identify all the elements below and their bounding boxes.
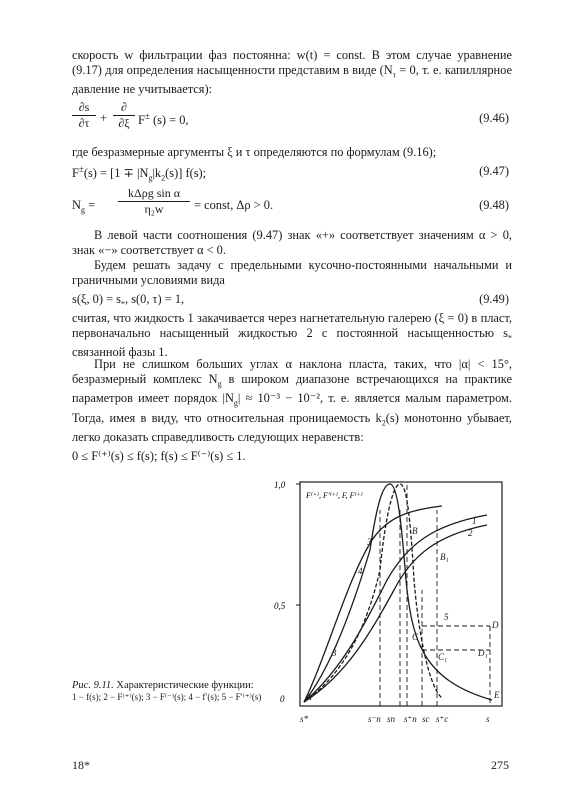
x-label: s⁺с bbox=[436, 714, 449, 724]
curve-label: 4 bbox=[358, 566, 363, 576]
y-legend: F⁽⁺⁾, F′⁽⁺⁾, F, F⁽⁺⁾ bbox=[306, 491, 363, 500]
curve-label: 3 bbox=[332, 648, 337, 658]
x-label: s⁻п bbox=[368, 714, 381, 724]
y-tick-label: 0,5 bbox=[274, 601, 286, 611]
equation-number: (9.48) bbox=[479, 198, 509, 212]
y-tick-label: 0 bbox=[280, 694, 285, 704]
curves bbox=[304, 484, 492, 702]
point-label: C₁ bbox=[438, 652, 448, 662]
curve-label: 5 bbox=[444, 612, 449, 622]
x-label: s* bbox=[300, 714, 309, 724]
curve-3 bbox=[304, 506, 442, 702]
x-label: sп bbox=[387, 714, 396, 724]
folio-left: 18* bbox=[72, 758, 90, 772]
paragraph-4: считая, что жидкость 1 закачивается через нагнетательную галерею (ξ = 0) в пласт, первоначально насыщенный жидкостью 2 с постоянной насыщенностью $s_*$ связанной фазы 1. bbox=[72, 311, 512, 360]
point-label: E bbox=[494, 690, 500, 700]
equation-number: (9.49) bbox=[479, 292, 509, 306]
paragraph-1: скорость w фильтрации фаз постоянна: w(t) = const. В этом случае уравнение (9.17) для определения насыщенности представим в виде ($N_\tau = 0$, т. е. капиллярное давление не учитывается): bbox=[72, 48, 512, 97]
point-label: C bbox=[412, 632, 419, 642]
point-label: B₁ bbox=[440, 552, 449, 562]
x-label: s⁺п bbox=[404, 714, 417, 724]
x-label: s bbox=[486, 714, 490, 724]
point-label: A bbox=[306, 692, 312, 702]
args-line: где безразмерные аргументы ξ и τ определяются по формулам (9.16); bbox=[72, 145, 437, 159]
equation-number: (9.47) bbox=[479, 164, 509, 178]
x-label: sс bbox=[422, 714, 430, 724]
figure-caption: Рис. 9.11. Характеристические функции: 1 − f(s); 2 − F⁽⁺⁾(s); 3 − F⁽⁻⁾(s); 4 − f′(s); 5 − F′⁽⁺⁾(s) bbox=[72, 680, 262, 702]
paragraph-3: Будем решать задачу с предельными кусочно-постоянными начальными и граничными условиями вида bbox=[72, 258, 512, 287]
y-tick-label: 1,0 bbox=[274, 480, 286, 490]
paragraph-2: В левой части соотношения (9.47) знак «+» соответствует значениям α > 0, знак «−» соответствует α < 0. bbox=[72, 228, 512, 257]
curve-label: 2 bbox=[468, 528, 473, 538]
page-number: 275 bbox=[491, 758, 509, 772]
document-page: скорость w фильтрации фаз постоянна: w(t) = const. В этом случае уравнение (9.17) для определения насыщенности представим в виде ($N_\tau = 0$, т. е. капиллярное давление не учитывается): $\frac{\partial s}{\partial\tau}$ + ∂ ∂ξ F± (s) = 0, (9.46) где безразмерные аргументы ξ и τ определяются по формулам (9.16); $F^\pm(s) = [1 \mp |N_g|k_2(s)]$ f(s); (9.47) $N_g$ = kΔρg sin α η₂w = const, Δρ > 0. (9.48) В левой части соотношения (9.47) знак «+» соответствует значениям α > 0, знак «−» соответствует α < 0. Будем решать задачу с предельными кусочно-постоянными начальными и граничными условиями вида s(ξ, $0) = s_*$, s(0, τ) = 1, (9.49) считая, что жидкость 1 закачивается через нагнетательную галерею (ξ = 0) в пласт, первоначально насыщенный жидкостью 2 с постоянной насыщенностью $s_*$ связанной фазы 1. При не слишком больших углах α наклона пласта, таких, что |α| < 15°, безразмерный комплекс $N_g$ в широком диапазоне встречающихся на практике параметров имеет порядок $|N_g| \approx 10^{-3} - 10^{-2}$, т. е. является малым параметром. Тогда, имея в виду, что относительная проницаемость $k_2(s)$ монотонно убывает, легко доказать справедливость следующих неравенств: 0 ≤ F⁽⁺⁾(s) ≤ f(s); f(s) ≤ F⁽⁻⁾(s) ≤ 1. 1,0 0,5 0 F⁽⁺⁾, F′⁽⁺⁾, F, F⁽⁺⁾ 1 2 3 4 5 3 A B B₁ C C₁ D D₁ E s* s⁻п sп s⁺п sс s⁺с s Рис. 9.11. Характеристические функции: 1 − f(s); 2 − F⁽⁺⁾(s); 3 − F⁽⁻⁾(s); 4 − f′(s); 5 − F′⁽⁺⁾(s) 18* 275 bbox=[72, 48, 512, 772]
point-label: D₁ bbox=[478, 648, 488, 658]
paragraph-5: При не слишком больших углах α наклона пласта, таких, что |α| < 15°, безразмерный комплекс $N_g$ в широком диапазоне встречающихся на практике параметров имеет порядок $|N_g| \approx 10^{-3} - 10^{-2}$, т. е. является малым параметром. Тогда, имея в виду, что относительная проницаемость $k_2(s)$ монотонно убывает, легко доказать справедливость следующих неравенств: bbox=[72, 357, 512, 445]
figure-9-11 bbox=[272, 470, 512, 735]
curve-label: 3 bbox=[367, 537, 372, 547]
curve-1 bbox=[304, 515, 487, 702]
inequality-line: 0 ≤ F⁽⁺⁾(s) ≤ f(s); f(s) ≤ F⁽⁻⁾(s) ≤ 1. bbox=[72, 449, 246, 463]
equation-number: (9.46) bbox=[479, 111, 509, 125]
curve-label: 1 bbox=[472, 516, 477, 526]
curve-2 bbox=[304, 525, 487, 702]
point-label: D bbox=[492, 620, 499, 630]
point-label: B bbox=[412, 526, 418, 536]
